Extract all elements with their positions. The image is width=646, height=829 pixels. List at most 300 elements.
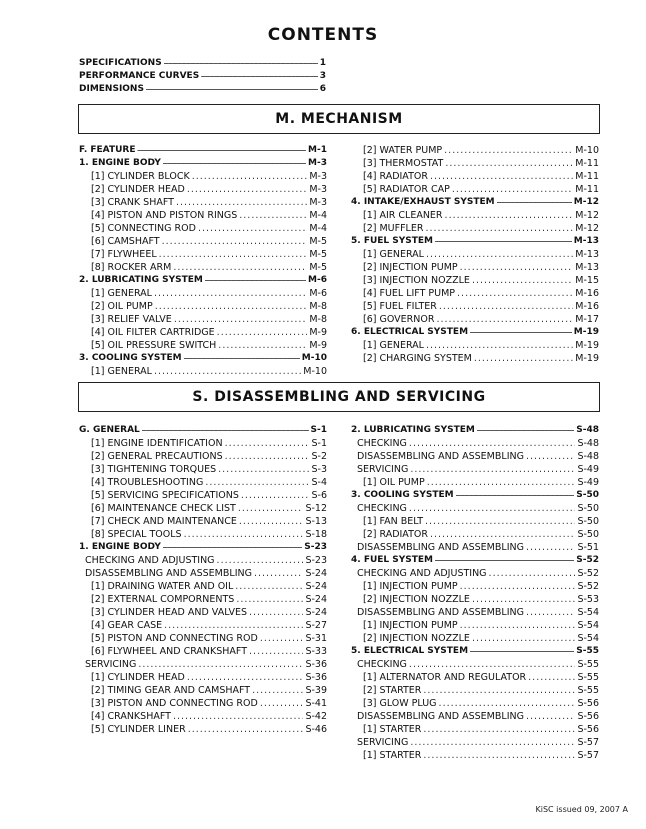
toc-leader [260, 632, 304, 645]
toc-entry-page: M-4 [309, 210, 327, 221]
toc-entry-page: M-1 [308, 145, 327, 155]
toc-leader [252, 684, 303, 697]
front-matter-list [79, 57, 326, 96]
toc-entry [79, 170, 327, 183]
toc-leader [173, 710, 304, 723]
toc-entry-page: S-50 [577, 516, 599, 527]
toc-leader [409, 502, 576, 515]
toc-leader [162, 235, 308, 248]
toc-entry-page: S-49 [577, 477, 599, 488]
toc-entry [351, 593, 599, 606]
toc-entry-page: S-27 [305, 620, 327, 631]
toc-entry-page: M-3 [308, 158, 327, 168]
toc-entry [79, 671, 327, 684]
toc-entry [351, 261, 599, 274]
footer-issue-note: KiSC issued 09, 2007 A [535, 805, 628, 814]
toc-entry-title: [1] DRAINING WATER AND OIL [91, 581, 234, 592]
toc-leader [163, 538, 302, 551]
toc-leader [238, 502, 304, 515]
toc-entry-title: 1. ENGINE BODY [79, 542, 161, 552]
toc-entry [79, 450, 327, 463]
toc-leader [526, 710, 575, 723]
toc-leader [474, 352, 573, 365]
toc-entry-title: DISASSEMBLING AND ASSEMBLING [357, 711, 524, 722]
toc-leader [225, 450, 310, 463]
toc-leader [470, 642, 574, 655]
toc-leader [439, 300, 573, 313]
toc-entry-page: M-8 [309, 301, 327, 312]
toc-entry-title: CHECKING AND ADJUSTING [85, 555, 215, 566]
toc-entry [79, 658, 327, 671]
toc-entry-page: S-48 [576, 425, 599, 435]
toc-entry [79, 183, 327, 196]
toc-entry-title: 4. FUEL SYSTEM [351, 555, 434, 565]
toc-leader [217, 326, 308, 339]
toc-entry-title: [2] INJECTION NOZZLE [363, 633, 470, 644]
toc-entry-title: SPECIFICATIONS [79, 58, 162, 68]
toc-leader [460, 580, 576, 593]
toc-leader [205, 271, 306, 284]
toc-entry-title: [1] GENERAL [91, 288, 152, 299]
toc-entry [79, 222, 327, 235]
toc-entry-title: [5] RADIATOR CAP [363, 184, 450, 195]
toc-entry-page: M-16 [575, 288, 599, 299]
toc-entry-page: S-50 [577, 529, 599, 540]
toc-entry-page: M-13 [573, 236, 599, 246]
toc-entry-page: S-57 [577, 750, 599, 761]
toc-entry [351, 144, 599, 157]
toc-leader [155, 300, 308, 313]
toc-entry-title: [3] RELIEF VALVE [91, 314, 172, 325]
toc-entry-page: S-51 [577, 542, 599, 553]
toc-leader [192, 170, 308, 183]
toc-leader [241, 489, 310, 502]
toc-entry [351, 580, 599, 593]
toc-entry [351, 326, 599, 339]
toc-entry-page: S-24 [305, 607, 327, 618]
toc-leader [217, 554, 304, 567]
toc-leader [472, 593, 576, 606]
toc-entry-title: F. FEATURE [79, 145, 136, 155]
toc-entry [351, 619, 599, 632]
toc-entry-title: 5. FUEL SYSTEM [351, 236, 434, 246]
toc-entry-title: [1] GENERAL [363, 249, 424, 260]
toc-entry-page: S-3 [311, 464, 327, 475]
section-heading-mechanism: M. MECHANISM [78, 104, 600, 134]
toc-entry-title: [1] GENERAL [91, 366, 152, 377]
toc-entry-title: SERVICING [85, 659, 137, 670]
toc-leader [435, 551, 574, 564]
toc-entry-page: S-1 [311, 438, 327, 449]
toc-leader [423, 723, 575, 736]
toc-entry [351, 502, 599, 515]
toc-entry-page: S-42 [305, 711, 327, 722]
toc-entry-title: [3] CRANK SHAFT [91, 197, 174, 208]
toc-entry-title: [2] CHARGING SYSTEM [363, 353, 472, 364]
toc-leader [445, 157, 573, 170]
toc-entry-page: S-55 [577, 685, 599, 696]
toc-entry-title: [6] MAINTENANCE CHECK LIST [91, 503, 236, 514]
toc-entry [351, 645, 599, 658]
toc-entry-title: 5. ELECTRICAL SYSTEM [351, 646, 469, 656]
toc-entry [79, 248, 327, 261]
toc-leader [430, 528, 576, 541]
toc-entry-title: [5] OIL PRESSURE SWITCH [91, 340, 217, 351]
toc-leader [425, 515, 575, 528]
toc-leader [260, 697, 304, 710]
toc-entry-title: [4] GEAR CASE [91, 620, 163, 631]
toc-entry-title: CHECKING [357, 438, 407, 449]
toc-entry-title: [2] GENERAL PRECAUTIONS [91, 451, 223, 462]
toc-entry [351, 235, 599, 248]
toc-leader [460, 619, 576, 632]
toc-entry [351, 684, 599, 697]
toc-leader [430, 170, 573, 183]
toc-entry [79, 365, 327, 378]
toc-entry-page: S-36 [305, 659, 327, 670]
toc-entry-title: [3] GLOW PLUG [363, 698, 437, 709]
toc-leader [410, 736, 575, 749]
toc-leader [154, 287, 307, 300]
toc-entry-title: [2] WATER PUMP [363, 145, 443, 156]
toc-entry [351, 209, 599, 222]
toc-leader [249, 645, 303, 658]
toc-entry [351, 606, 599, 619]
toc-leader [470, 323, 572, 336]
toc-entry-title: [2] RADIATOR [363, 529, 428, 540]
toc-entry-title: 2. LUBRICATING SYSTEM [351, 425, 475, 435]
toc-entry-title: [2] CYLINDER HEAD [91, 184, 185, 195]
toc-entry-page: S-48 [577, 438, 599, 449]
toc-entry-title: [5] PISTON AND CONNECTING ROD [91, 633, 258, 644]
toc-entry-page: S-54 [577, 620, 599, 631]
toc-entry-title: [1] ENGINE IDENTIFICATION [91, 438, 223, 449]
toc-leader [236, 593, 303, 606]
toc-entry-page: M-8 [309, 314, 327, 325]
toc-leader [201, 67, 318, 80]
toc-entry [351, 450, 599, 463]
toc-entry [79, 515, 327, 528]
toc-entry [351, 274, 599, 287]
toc-leader [423, 684, 575, 697]
toc-entry-page: S-56 [577, 698, 599, 709]
toc-leader [410, 463, 575, 476]
toc-entry [79, 541, 327, 554]
mechanism-left-column [79, 144, 327, 378]
toc-entry-title: SERVICING [357, 464, 409, 475]
toc-leader [198, 222, 307, 235]
toc-entry [351, 749, 599, 762]
toc-leader [184, 349, 300, 362]
toc-leader [137, 141, 306, 154]
toc-leader [176, 196, 307, 209]
toc-entry-title: [2] STARTER [363, 685, 422, 696]
toc-entry-page: S-46 [305, 724, 327, 735]
toc-entry-title: [3] THERMOSTAT [363, 158, 444, 169]
toc-entry [79, 209, 327, 222]
toc-entry [351, 528, 599, 541]
toc-leader [472, 274, 573, 287]
toc-entry [79, 274, 327, 287]
toc-entry-page: S-54 [577, 633, 599, 644]
toc-entry [351, 658, 599, 671]
toc-leader [423, 749, 575, 762]
toc-entry-title: [6] FLYWHEEL AND CRANKSHAFT [91, 646, 248, 657]
toc-leader [205, 476, 309, 489]
toc-leader [254, 567, 303, 580]
toc-entry-title: [1] INJECTION PUMP [363, 620, 458, 631]
toc-leader [409, 658, 576, 671]
toc-entry [351, 671, 599, 684]
toc-entry-page: M-12 [575, 223, 599, 234]
toc-leader [528, 671, 575, 684]
toc-leader [435, 232, 572, 245]
toc-entry-title: [5] CONNECTING ROD [91, 223, 196, 234]
toc-entry-page: M-10 [303, 366, 327, 377]
toc-entry [79, 235, 327, 248]
toc-entry-page: 1 [319, 58, 326, 68]
toc-entry [79, 619, 327, 632]
servicing-left-column [79, 424, 327, 736]
page-title: CONTENTS [267, 25, 379, 45]
toc-leader [163, 154, 306, 167]
toc-entry-page: S-36 [305, 672, 327, 683]
toc-entry-title: 3. COOLING SYSTEM [351, 490, 454, 500]
toc-entry-page: M-11 [575, 184, 599, 195]
toc-entry [351, 287, 599, 300]
toc-leader [138, 658, 303, 671]
toc-entry-title: [2] TIMING GEAR AND CAMSHAFT [91, 685, 251, 696]
toc-entry-page: S-31 [305, 633, 327, 644]
toc-entry-page: M-4 [309, 223, 327, 234]
toc-entry-page: S-39 [305, 685, 327, 696]
toc-entry-title: [2] EXTERNAL COMPORNENTS [91, 594, 235, 605]
toc-entry-page: S-4 [311, 477, 327, 488]
toc-entry-page: S-41 [305, 698, 327, 709]
toc-leader [426, 248, 573, 261]
toc-entry [79, 684, 327, 697]
toc-leader [187, 183, 307, 196]
toc-entry-page: M-3 [309, 184, 327, 195]
toc-entry-page: M-19 [575, 353, 599, 364]
toc-entry-title: DISASSEMBLING AND ASSEMBLING [357, 607, 524, 618]
toc-leader [187, 671, 304, 684]
toc-entry [79, 567, 327, 580]
toc-entry-title: [4] CRANKSHAFT [91, 711, 171, 722]
toc-entry [79, 83, 326, 96]
toc-leader [174, 313, 308, 326]
toc-entry-page: S-55 [576, 646, 599, 656]
toc-entry-page: M-6 [308, 275, 327, 285]
toc-entry-title: 4. INTAKE/EXHAUST SYSTEM [351, 197, 495, 207]
toc-entry-page: S-23 [305, 555, 327, 566]
toc-entry [79, 554, 327, 567]
toc-entry [351, 196, 599, 209]
toc-entry-page: M-11 [575, 158, 599, 169]
servicing-right-column [351, 424, 599, 762]
toc-entry-title: [6] CAMSHAFT [91, 236, 160, 247]
toc-entry [351, 463, 599, 476]
toc-entry-page: M-11 [575, 171, 599, 182]
toc-entry [351, 437, 599, 450]
toc-entry-page: M-6 [309, 288, 327, 299]
toc-leader [142, 421, 309, 434]
toc-entry-page: S-56 [577, 711, 599, 722]
toc-entry-title: [7] FLYWHEEL [91, 249, 157, 260]
toc-leader [456, 486, 575, 499]
toc-entry-title: [1] ALTERNATOR AND REGULATOR [363, 672, 527, 683]
toc-entry-page: S-24 [305, 568, 327, 579]
toc-entry-title: [1] AIR CLEANER [363, 210, 443, 221]
toc-entry-title: [8] SPECIAL TOOLS [91, 529, 182, 540]
toc-entry [79, 697, 327, 710]
toc-entry-page: S-55 [577, 672, 599, 683]
toc-leader [477, 421, 574, 434]
toc-entry-title: [5] SERVICING SPECIFICATIONS [91, 490, 239, 501]
toc-entry [79, 593, 327, 606]
toc-entry-title: 6. ELECTRICAL SYSTEM [351, 327, 469, 337]
toc-entry-page: 3 [319, 71, 326, 81]
toc-entry-page: S-55 [577, 659, 599, 670]
toc-entry-page: M-10 [575, 145, 599, 156]
toc-entry [351, 170, 599, 183]
toc-leader [445, 209, 574, 222]
toc-leader [249, 606, 303, 619]
toc-entry-page: S-6 [311, 490, 327, 501]
toc-entry [351, 157, 599, 170]
toc-entry [351, 515, 599, 528]
toc-leader [154, 365, 301, 378]
toc-entry-page: S-18 [305, 529, 327, 540]
toc-entry-page: S-33 [305, 646, 327, 657]
toc-entry-page: M-15 [575, 275, 599, 286]
toc-leader [188, 723, 304, 736]
toc-leader [439, 697, 576, 710]
toc-entry [79, 313, 327, 326]
toc-entry [79, 580, 327, 593]
toc-leader [146, 80, 318, 93]
toc-entry [351, 489, 599, 502]
toc-entry-page: M-9 [309, 327, 327, 338]
toc-entry-title: [4] FUEL LIFT PUMP [363, 288, 456, 299]
toc-entry-title: [1] GENERAL [363, 340, 424, 351]
toc-entry [79, 710, 327, 723]
toc-entry [79, 645, 327, 658]
toc-entry-title: DIMENSIONS [79, 84, 144, 94]
toc-leader [460, 261, 574, 274]
toc-entry [351, 723, 599, 736]
toc-leader [526, 606, 575, 619]
toc-entry-page: M-13 [575, 249, 599, 260]
toc-entry-page: S-48 [577, 451, 599, 462]
toc-leader [489, 567, 576, 580]
toc-entry-page: S-12 [305, 503, 327, 514]
toc-entry [351, 697, 599, 710]
toc-entry-title: SERVICING [357, 737, 409, 748]
toc-entry-title: [4] TROUBLESHOOTING [91, 477, 204, 488]
toc-entry-title: [1] OIL PUMP [363, 477, 425, 488]
toc-entry-title: [3] PISTON AND CONNECTING ROD [91, 698, 258, 709]
toc-entry [79, 606, 327, 619]
toc-entry [79, 723, 327, 736]
toc-entry-title: [4] OIL FILTER CARTRIDGE [91, 327, 215, 338]
toc-entry [79, 300, 327, 313]
toc-leader [497, 193, 572, 206]
toc-entry-page: M-9 [309, 340, 327, 351]
toc-entry-page: M-17 [575, 314, 599, 325]
toc-entry [79, 157, 327, 170]
toc-entry-title: 3. COOLING SYSTEM [79, 353, 182, 363]
toc-entry-page: S-23 [304, 542, 327, 552]
toc-leader [444, 144, 573, 157]
toc-entry-page: M-12 [573, 197, 599, 207]
toc-entry [351, 567, 599, 580]
toc-entry [351, 300, 599, 313]
toc-entry [79, 476, 327, 489]
toc-entry-page: M-3 [309, 197, 327, 208]
toc-entry-title: [4] RADIATOR [363, 171, 428, 182]
toc-entry-page: S-53 [577, 594, 599, 605]
toc-entry-page: M-19 [573, 327, 599, 337]
toc-entry-page: S-52 [577, 581, 599, 592]
toc-entry [351, 736, 599, 749]
toc-entry-page: S-52 [577, 568, 599, 579]
toc-entry [79, 287, 327, 300]
section-heading-servicing: S. DISASSEMBLING AND SERVICING [78, 382, 600, 412]
toc-entry-page: M-5 [309, 249, 327, 260]
toc-leader [164, 619, 303, 632]
toc-entry-title: [1] CYLINDER BLOCK [91, 171, 190, 182]
toc-entry [79, 424, 327, 437]
mechanism-right-column [351, 144, 599, 365]
toc-leader [218, 463, 309, 476]
toc-entry-page: S-50 [577, 503, 599, 514]
toc-entry-page: S-13 [305, 516, 327, 527]
toc-entry-page: M-5 [309, 262, 327, 273]
toc-entry-page: S-54 [577, 607, 599, 618]
toc-leader [164, 54, 318, 67]
toc-entry [351, 339, 599, 352]
toc-entry-title: CHECKING [357, 503, 407, 514]
toc-entry [79, 489, 327, 502]
toc-entry-title: [3] TIGHTENING TORQUES [91, 464, 217, 475]
toc-entry-page: M-10 [301, 353, 327, 363]
toc-entry-title: [1] CYLINDER HEAD [91, 672, 185, 683]
toc-entry-page: S-24 [305, 594, 327, 605]
toc-entry-title: [3] CYLINDER HEAD AND VALVES [91, 607, 247, 618]
toc-entry [351, 554, 599, 567]
toc-entry [351, 248, 599, 261]
toc-entry [351, 352, 599, 365]
toc-entry-title: [1] STARTER [363, 724, 422, 735]
toc-entry [79, 352, 327, 365]
toc-leader [239, 515, 304, 528]
toc-entry-page: M-5 [309, 236, 327, 247]
toc-entry-page: S-1 [310, 425, 327, 435]
toc-entry-page: S-49 [577, 464, 599, 475]
toc-entry-title: [2] INJECTION PUMP [363, 262, 458, 273]
toc-entry-page: M-16 [575, 301, 599, 312]
toc-leader [426, 339, 573, 352]
toc-entry-title: [7] CHECK AND MAINTENANCE [91, 516, 237, 527]
toc-entry-title: DISASSEMBLING AND ASSEMBLING [357, 451, 524, 462]
toc-entry-title: [3] INJECTION NOZZLE [363, 275, 470, 286]
toc-leader [239, 209, 307, 222]
toc-entry [79, 502, 327, 515]
toc-leader [409, 437, 576, 450]
toc-entry-title: PERFORMANCE CURVES [79, 71, 200, 81]
toc-entry-page: M-12 [575, 210, 599, 221]
